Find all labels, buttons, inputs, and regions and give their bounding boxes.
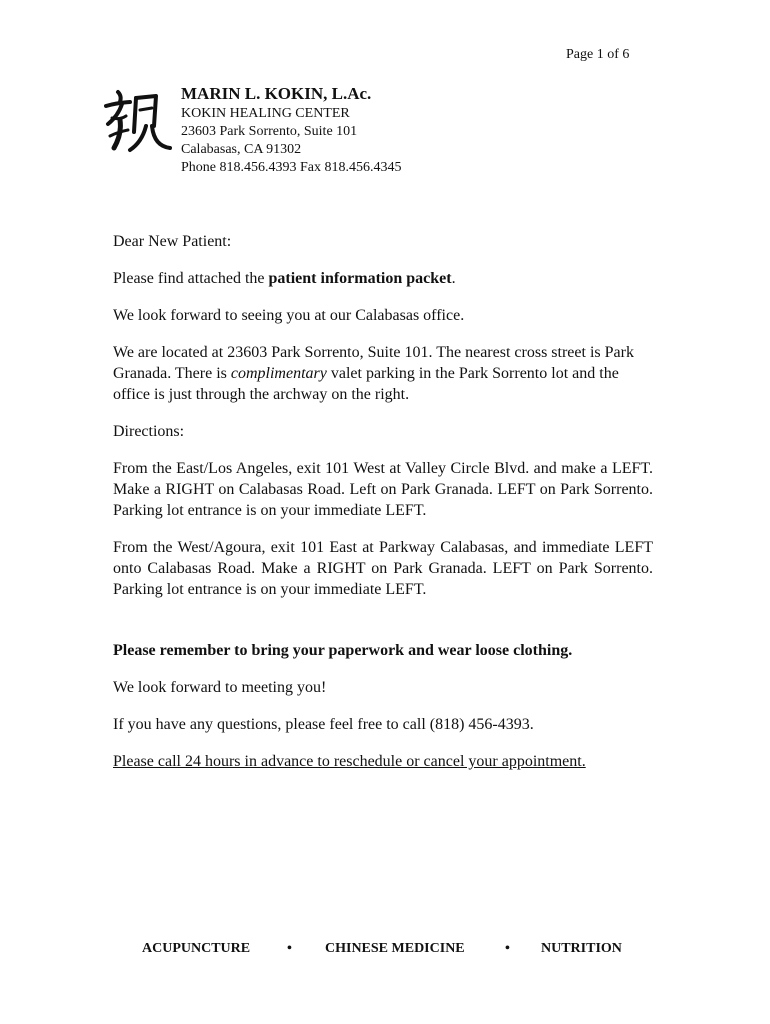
footer-chinese-medicine: CHINESE MEDICINE <box>325 941 465 956</box>
paragraph-office: We look forward to seeing you at our Calabasas office. <box>113 307 465 324</box>
reminder: Please remember to bring your paperwork and wear loose clothing. <box>113 642 573 659</box>
practitioner-name: MARIN L. KOKIN, L.Ac. <box>181 84 372 103</box>
address-line-1: 23603 Park Sorrento, Suite 101 <box>181 124 358 139</box>
meeting-line: We look forward to meeting you! <box>113 679 327 696</box>
footer-acupuncture: ACUPUNCTURE <box>142 941 251 956</box>
questions-line: If you have any questions, please feel free to call (818) 456-4393. <box>113 716 534 733</box>
phone-fax: Phone 818.456.4393 Fax 818.456.4345 <box>181 160 402 175</box>
salutation: Dear New Patient: <box>113 233 232 250</box>
complimentary-emphasis: complimentary <box>230 365 327 382</box>
footer-bullet: • <box>287 941 292 956</box>
address-line-2: Calabasas, CA 91302 <box>181 142 302 157</box>
letterhead <box>181 84 402 177</box>
center-name: KOKIN HEALING CENTER <box>181 106 350 121</box>
reschedule-notice: Please call 24 hours in advance to reschedule or cancel your appointment. <box>113 753 586 770</box>
text-segment: We are located at 23603 Park Sorrento, Suite 101. The nearest cross street is Park Granada. There is <box>113 344 634 382</box>
calligraphy-logo-icon <box>100 86 172 156</box>
paragraph-attached <box>113 268 653 289</box>
text-segment: . <box>451 270 456 287</box>
directions-heading: Directions: <box>113 423 185 440</box>
text-segment: valet parking in the Park Sorrento lot and the office is just through the archway on the right. <box>113 365 619 403</box>
directions-west: From the West/Agoura, exit 101 East at Parkway Calabasas, and immediate LEFT onto Calabasas Road. Make a RIGHT on Park Granada. LEFT on Park Sorrento. Parking lot entrance is on your immediate LEFT. <box>113 539 653 598</box>
footer-nutrition: NUTRITION <box>541 941 622 956</box>
page-number: Page 1 of 6 <box>566 47 630 62</box>
paragraph-location <box>113 342 653 405</box>
directions-east: From the East/Los Angeles, exit 101 West at Valley Circle Blvd. and make a LEFT. Make a RIGHT on Calabasas Road. Left on Park Granada. LEFT on Park Sorrento. Parking lot entrance is on your immediate LEFT. <box>113 460 653 519</box>
packet-emphasis: patient information packet <box>268 270 452 287</box>
footer-bullet: • <box>505 941 510 956</box>
text-segment: Please find attached the <box>113 270 269 287</box>
letter-body <box>113 231 653 788</box>
